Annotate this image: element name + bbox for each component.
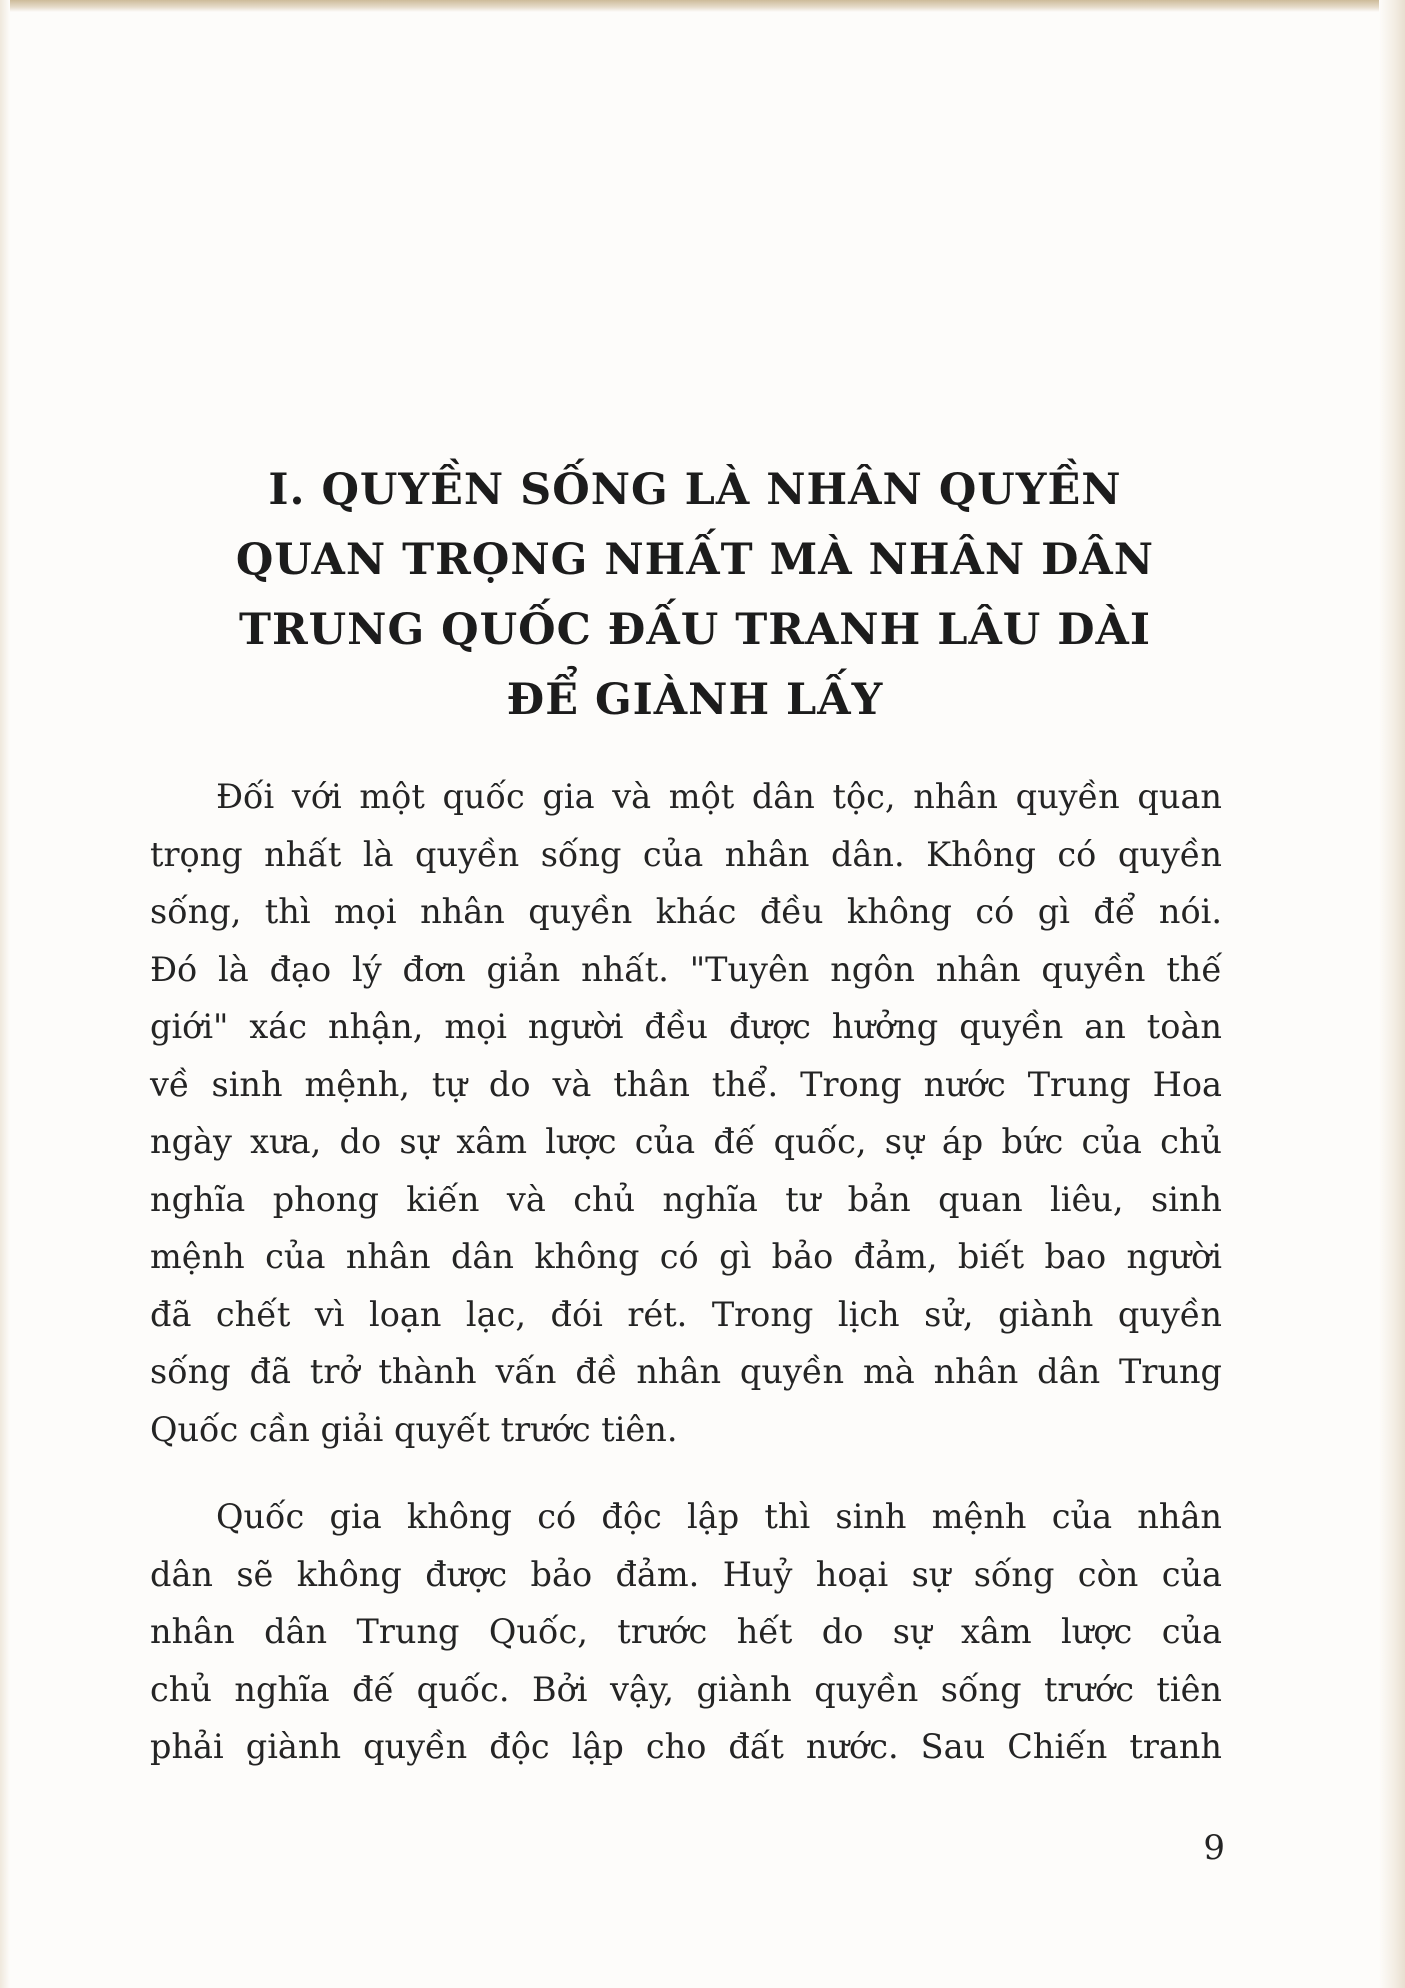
text-line: đã chết vì loạn lạc, đói rét. Trong lịch sử, giành quyền — [150, 1294, 1222, 1334]
text-line: giới" xác nhận, mọi người đều được hưởng quyền an toàn — [150, 1007, 1222, 1046]
text-line: trọng nhất là quyền sống của nhân dân. Không có quyền — [150, 834, 1222, 874]
text-line: chủ nghĩa đế quốc. Bởi vậy, giành quyền sống trước tiên — [150, 1669, 1222, 1709]
page-right-edge-shadow — [1379, 0, 1405, 1988]
text-line: Đó là đạo lý đơn giản nhất. "Tuyên ngôn nhân quyền thế — [150, 949, 1222, 989]
text-line: ngày xưa, do sự xâm lược của đế quốc, sự áp bức của chủ — [150, 1122, 1222, 1161]
body-text — [150, 768, 1222, 1806]
text-line: sống đã trở thành vấn đề nhân quyền mà nhân dân Trung — [150, 1352, 1222, 1391]
page-left-edge-shadow — [0, 0, 10, 1988]
text-line: dân sẽ không được bảo đảm. Huỷ hoại sự sống còn của — [150, 1554, 1222, 1594]
chapter-title-line: ĐỂ GIÀNH LẤY — [506, 675, 884, 725]
page-top-edge-shadow — [0, 0, 1405, 12]
text-line: nghĩa phong kiến và chủ nghĩa tư bản quan liêu, sinh — [150, 1179, 1222, 1219]
chapter-title-line: QUAN TRỌNG NHẤT MÀ NHÂN DÂN — [235, 535, 1155, 585]
text-line: phải giành quyền độc lập cho đất nước. Sau Chiến tranh — [150, 1727, 1222, 1766]
text-line: Đối với một quốc gia và một dân tộc, nhân quyền quan — [216, 777, 1222, 816]
text-line: mệnh của nhân dân không có gì bảo đảm, biết bao người — [150, 1237, 1222, 1276]
chapter-title-line: I. QUYỀN SỐNG LÀ NHÂN QUYỀN — [268, 465, 1122, 515]
text-line: nhân dân Trung Quốc, trước hết do sự xâm lược của — [150, 1612, 1222, 1651]
chapter-title — [150, 455, 1240, 735]
paragraph-2 — [150, 1488, 1222, 1776]
chapter-title-line: TRUNG QUỐC ĐẤU TRANH LÂU DÀI — [238, 605, 1152, 655]
page-number: 9 — [1203, 1828, 1225, 1868]
text-line: sống, thì mọi nhân quyền khác đều không có gì để nói. — [150, 892, 1222, 931]
paragraph-1 — [150, 768, 1222, 1458]
text-line: Quốc gia không có độc lập thì sinh mệnh của nhân — [216, 1497, 1222, 1536]
text-line: về sinh mệnh, tự do và thân thể. Trong nước Trung Hoa — [150, 1064, 1222, 1104]
text-line: Quốc cần giải quyết trước tiên. — [150, 1409, 678, 1449]
